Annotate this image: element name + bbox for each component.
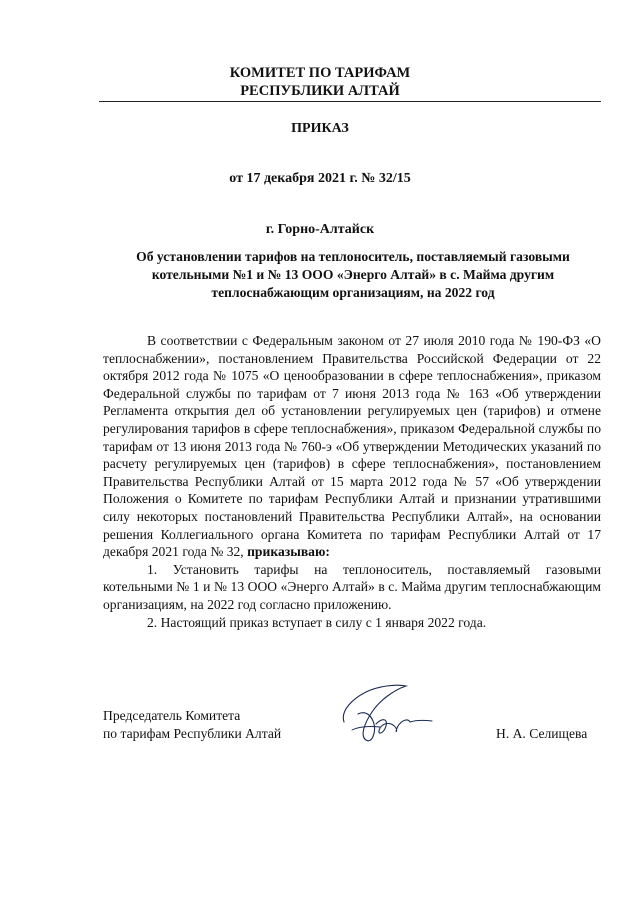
organization-name-line1: КОМИТЕТ ПО ТАРИФАМ [229, 65, 411, 81]
document-city: г. Горно-Алтайск [265, 222, 375, 237]
organization-name-line2: РЕСПУБЛИКИ АЛТАЙ [240, 83, 400, 99]
order-word: приказываю: [247, 544, 330, 560]
preamble-paragraph [103, 332, 601, 561]
signatory-position [103, 707, 281, 743]
title-line3: теплоснабжающим организациям, на 2022 год [211, 285, 495, 300]
handwritten-signature [336, 680, 436, 750]
title-line2: котельными №1 и № 13 ООО «Энерго Алтай» в с. Майма другим [151, 267, 555, 282]
item-2: 2. Настоящий приказ вступает в силу с 1 января 2022 года. [147, 614, 487, 630]
item-1: 1. Установить тарифы на теплоноситель, поставляемый газовыми котельными № 1 и № 13 ООО «Энерго Алтай» в с. Майма другим теплоснабжающим организациям, на 2022 год согласно приложению. [103, 561, 601, 612]
document-date-number: от 17 декабря 2021 г. № 32/15 [229, 171, 411, 186]
document-body [103, 332, 601, 631]
position-line1: Председатель Комитета [103, 708, 241, 723]
title-line1: Об установлении тарифов на теплоноситель, поставляемый газовыми [136, 249, 570, 264]
header-divider [99, 101, 601, 102]
signatory-name: Н. А. Селищева [496, 726, 588, 741]
position-line2: по тарифам Республики Алтай [103, 726, 282, 741]
document-type: ПРИКАЗ [291, 121, 349, 136]
preamble-text: В соответствии с Федеральным законом от 27 июля 2010 года № 190-ФЗ «О теплоснабжении», постановлением Правительства Российской Федерации от 22 октября 2012 года № 1075 «О ценообразовании в сфере теплоснабжения», приказом Федеральной службы по тарифам от 7 июня 2013 года № 163 «Об утверждении Регламента открытия дел об установлении регулируемых цен (тарифов) и отмене регулирования тарифов в сфере теплоснабжения», приказом Федеральной службы по тарифам от 13 июня 2013 года № 760-э «Об утверждении Методических указаний по расчету регулируемых цен (тарифов) в сфере теплоснабжения», постановлением Правительства Республики Алтай от 15 марта 2012 года № 57 «Об утверждении Положения о Комитете по тарифам Республики Алтай и признании утратившими силу некоторых постановлений Правительства Республики Алтай», на основании решения Коллегиального органа Комитета по тарифам Республики Алтай от 17 декабря 2021 года № 32, [103, 333, 601, 560]
document-title [118, 248, 588, 302]
